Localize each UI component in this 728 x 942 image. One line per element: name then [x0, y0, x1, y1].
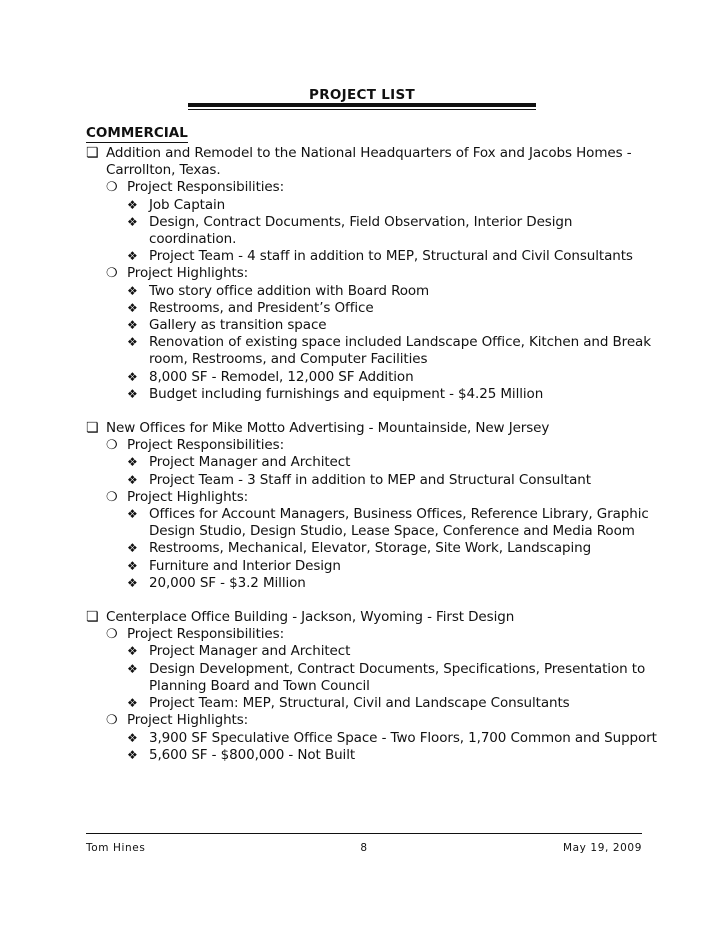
checkbox-square-icon: ❏	[86, 420, 99, 437]
highlights-item	[127, 730, 661, 747]
responsibilities-section	[106, 626, 661, 712]
responsibilities-text: Design Development, Contract Documents, Specifications, Presentation to Planning Board and Town Council	[149, 660, 646, 694]
four-diamond-star-icon: ❖	[127, 197, 138, 212]
four-diamond-star-icon: ❖	[127, 300, 138, 315]
responsibilities-text: Project Team - 4 staff in addition to MEP, Structural and Civil Consultants	[149, 248, 633, 265]
highlights-text: 20,000 SF - $3.2 Million	[149, 574, 306, 591]
responsibilities-item	[127, 661, 661, 695]
highlights-section	[106, 489, 661, 592]
responsibilities-text: Project Team: MEP, Structural, Civil and Landscape Consultants	[149, 695, 570, 712]
responsibilities-item	[127, 197, 661, 214]
responsibilities-item	[127, 472, 661, 489]
responsibilities-list	[127, 454, 661, 488]
footer-author: Tom Hines	[86, 842, 146, 854]
four-diamond-star-icon: ❖	[127, 696, 138, 711]
four-diamond-star-icon: ❖	[127, 335, 138, 350]
project-sections	[106, 626, 661, 764]
highlights-label: Project Highlights:	[127, 488, 249, 505]
project-sections	[106, 437, 661, 592]
checkbox-square-icon: ❏	[86, 145, 99, 161]
highlights-text: Furniture and Interior Design	[149, 557, 341, 574]
responsibilities-list	[127, 197, 661, 266]
responsibilities-label: Project Responsibilities:	[127, 179, 285, 196]
highlights-list	[127, 283, 661, 403]
highlights-label: Project Highlights:	[127, 265, 249, 282]
hollow-circle-icon: ❍	[106, 489, 118, 505]
highlights-section	[106, 265, 661, 403]
four-diamond-star-icon: ❖	[127, 283, 138, 298]
four-diamond-star-icon: ❖	[127, 747, 138, 762]
hollow-circle-icon: ❍	[106, 627, 118, 643]
footer-rule	[86, 833, 642, 834]
hollow-circle-icon: ❍	[106, 438, 118, 454]
section-heading: COMMERCIAL	[86, 125, 188, 141]
page-title: PROJECT LIST	[309, 87, 415, 103]
project-item	[86, 420, 661, 592]
highlights-text: Two story office addition with Board Room	[149, 282, 430, 299]
footer-date: May 19, 2009	[562, 842, 642, 854]
title-rule-thick	[188, 103, 536, 107]
hollow-circle-icon: ❍	[106, 180, 118, 196]
responsibilities-text: Project Manager and Architect	[149, 643, 351, 660]
highlights-item	[127, 575, 661, 592]
highlights-label: Project Highlights:	[127, 712, 249, 729]
four-diamond-star-icon: ❖	[127, 455, 138, 470]
hollow-circle-icon: ❍	[106, 266, 118, 282]
highlights-item	[127, 506, 661, 540]
highlights-text: Offices for Account Managers, Business Offices, Reference Library, Graphic Design Studio, Design Studio, Lease Space, Conference and Media Room	[149, 506, 649, 540]
project-title: Centerplace Office Building - Jackson, Wyoming - First Design	[106, 609, 515, 626]
highlights-item	[127, 558, 661, 575]
four-diamond-star-icon: ❖	[127, 369, 138, 384]
highlights-text: Gallery as transition space	[149, 317, 327, 334]
four-diamond-star-icon: ❖	[127, 249, 138, 264]
responsibilities-section	[106, 437, 661, 489]
highlights-item	[127, 283, 661, 300]
responsibilities-text: Job Captain	[149, 196, 226, 213]
responsibilities-item	[127, 695, 661, 712]
responsibilities-item	[127, 214, 661, 248]
responsibilities-item	[127, 643, 661, 660]
project-sections	[106, 179, 661, 403]
responsibilities-item	[127, 454, 661, 471]
four-diamond-star-icon: ❖	[127, 386, 138, 401]
project-item	[86, 145, 661, 403]
responsibilities-item	[127, 248, 661, 265]
highlights-item	[127, 369, 661, 386]
responsibilities-text: Project Team - 3 Staff in addition to MEP and Structural Consultant	[149, 471, 591, 488]
highlights-item	[127, 334, 661, 368]
highlights-item	[127, 386, 661, 403]
four-diamond-star-icon: ❖	[127, 472, 138, 487]
responsibilities-label: Project Responsibilities:	[127, 437, 285, 454]
highlights-list	[127, 730, 661, 764]
four-diamond-star-icon: ❖	[127, 730, 138, 745]
highlights-text: Restrooms, Mechanical, Elevator, Storage, Site Work, Landscaping	[149, 540, 592, 557]
highlights-text: 5,600 SF - $800,000 - Not Built	[149, 746, 356, 763]
checkbox-square-icon: ❏	[86, 609, 99, 626]
four-diamond-star-icon: ❖	[127, 318, 138, 333]
highlights-text: 3,900 SF Speculative Office Space - Two Floors, 1,700 Common and Support	[149, 729, 657, 746]
projects-list	[86, 145, 661, 764]
project-title: Addition and Remodel to the National Headquarters of Fox and Jacobs Homes - Carrollton, Texas.	[106, 145, 632, 179]
responsibilities-section	[106, 179, 661, 265]
responsibilities-list	[127, 643, 661, 712]
responsibilities-text: Design, Contract Documents, Field Observation, Interior Design coordination.	[149, 213, 573, 248]
highlights-text: 8,000 SF - Remodel, 12,000 SF Addition	[149, 368, 414, 385]
title-rule-thin	[188, 109, 536, 110]
four-diamond-star-icon: ❖	[127, 558, 138, 573]
four-diamond-star-icon: ❖	[127, 214, 138, 229]
responsibilities-text: Project Manager and Architect	[149, 454, 351, 471]
responsibilities-label: Project Responsibilities:	[127, 626, 285, 643]
highlights-section	[106, 712, 661, 764]
highlights-item	[127, 540, 661, 557]
highlights-text: Budget including furnishings and equipment - $4.25 Million	[149, 385, 544, 402]
footer	[86, 842, 642, 858]
project-list	[86, 122, 661, 764]
highlights-text: Renovation of existing space included Landscape Office, Kitchen and Break room, Restrooms, and Computer Facilities	[149, 334, 651, 368]
highlights-list	[127, 506, 661, 592]
four-diamond-star-icon: ❖	[127, 575, 138, 590]
footer-page-number: 8	[360, 842, 368, 854]
four-diamond-star-icon: ❖	[127, 644, 138, 659]
highlights-item	[127, 747, 661, 764]
four-diamond-star-icon: ❖	[127, 661, 138, 676]
highlights-item	[127, 317, 661, 334]
page-title-container	[188, 84, 536, 103]
project-title: New Offices for Mike Motto Advertising - Mountainside, New Jersey	[106, 420, 550, 437]
highlights-text: Restrooms, and President’s Office	[149, 299, 374, 316]
four-diamond-star-icon: ❖	[127, 541, 138, 556]
highlights-item	[127, 300, 661, 317]
hollow-circle-icon: ❍	[106, 713, 118, 729]
four-diamond-star-icon: ❖	[127, 507, 138, 522]
project-item	[86, 609, 661, 764]
